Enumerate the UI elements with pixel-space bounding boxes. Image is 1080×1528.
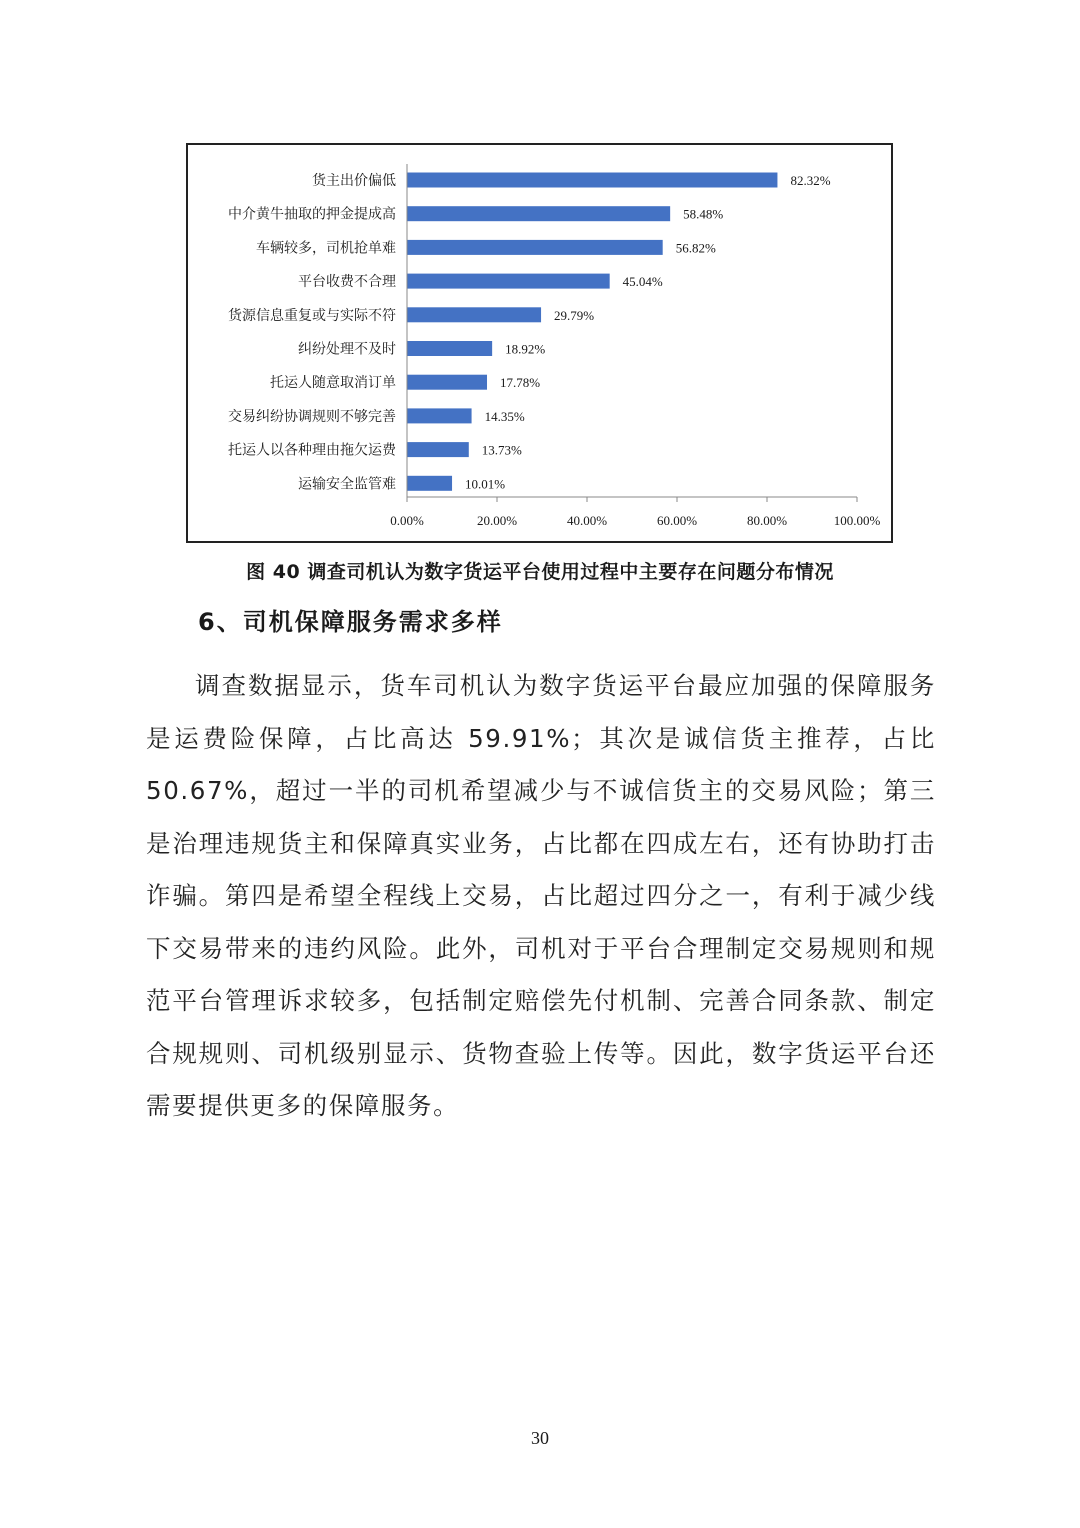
bar [407, 408, 472, 423]
x-tick-label: 100.00% [833, 513, 881, 528]
category-label: 运输安全监管难 [298, 476, 396, 493]
category-label: 托运人随意取消订单 [270, 375, 396, 392]
bar [407, 442, 469, 457]
value-label: 10.01% [465, 476, 506, 492]
bar [407, 206, 670, 221]
body-paragraph: 调查数据显示，货车司机认为数字货运平台最应加强的保障服务是运费险保障，占比高达 59.91%；其次是诚信货主推荐，占比 50.67%，超过一半的司机希望减少与不诚信货主的交易风险；第三是治理违规货主和保障真实业务，占比都在四成左右，还有协助打击诈骗。第四是希望全程线上交易，占比超过四分之一，有利于减少线下交易带来的违约风险。此外，司机对于平台合理制定交易规则和规范平台管理诉求较多，包括制定赔偿先付机制、完善合同条款、制定合规规则、司机级别显示、货物查验上传等。因此，数字货运平台还需要提供更多的保障服务。 [146, 671, 936, 1120]
category-label: 交易纠纷协调规则不够完善 [228, 408, 396, 425]
bar-chart [186, 143, 893, 543]
bar [407, 173, 777, 188]
value-label: 29.79% [554, 307, 595, 323]
category-label: 货主出价偏低 [312, 173, 396, 189]
x-tick-label: 60.00% [656, 513, 698, 528]
chart-canvas [188, 145, 891, 541]
value-label: 45.04% [622, 274, 663, 290]
x-tick-label: 20.00% [476, 513, 518, 528]
category-label: 货源信息重复或与实际不符 [228, 307, 396, 324]
bar [407, 476, 452, 491]
x-tick-label: 40.00% [566, 513, 608, 528]
value-label: 18.92% [505, 341, 546, 357]
value-label: 17.78% [500, 375, 541, 391]
bar [407, 375, 487, 390]
bar [407, 240, 663, 255]
category-label: 纠纷处理不及时 [298, 341, 396, 358]
category-label: 托运人以各种理由拖欠运费 [228, 442, 396, 459]
figure-caption: 图 40 调查司机认为数字货运平台使用过程中主要存在问题分布情况 [246, 561, 834, 583]
bar [407, 307, 541, 322]
category-label: 平台收费不合理 [298, 274, 396, 291]
category-label: 车辆较多，司机抢单难 [256, 240, 396, 257]
value-label: 58.48% [683, 206, 724, 222]
category-label: 中介黄牛抽取的押金提成高 [228, 206, 396, 223]
section-heading: 6、司机保障服务需求多样 [198, 608, 503, 636]
value-label: 13.73% [481, 442, 522, 458]
bar [407, 274, 610, 289]
x-tick-label: 80.00% [746, 513, 788, 528]
page-number: 30 [531, 1428, 549, 1448]
value-label: 56.82% [675, 240, 716, 256]
value-label: 82.32% [790, 173, 831, 188]
bar [407, 341, 492, 356]
value-label: 14.35% [484, 408, 525, 424]
x-tick-label: 0.00% [390, 513, 424, 528]
